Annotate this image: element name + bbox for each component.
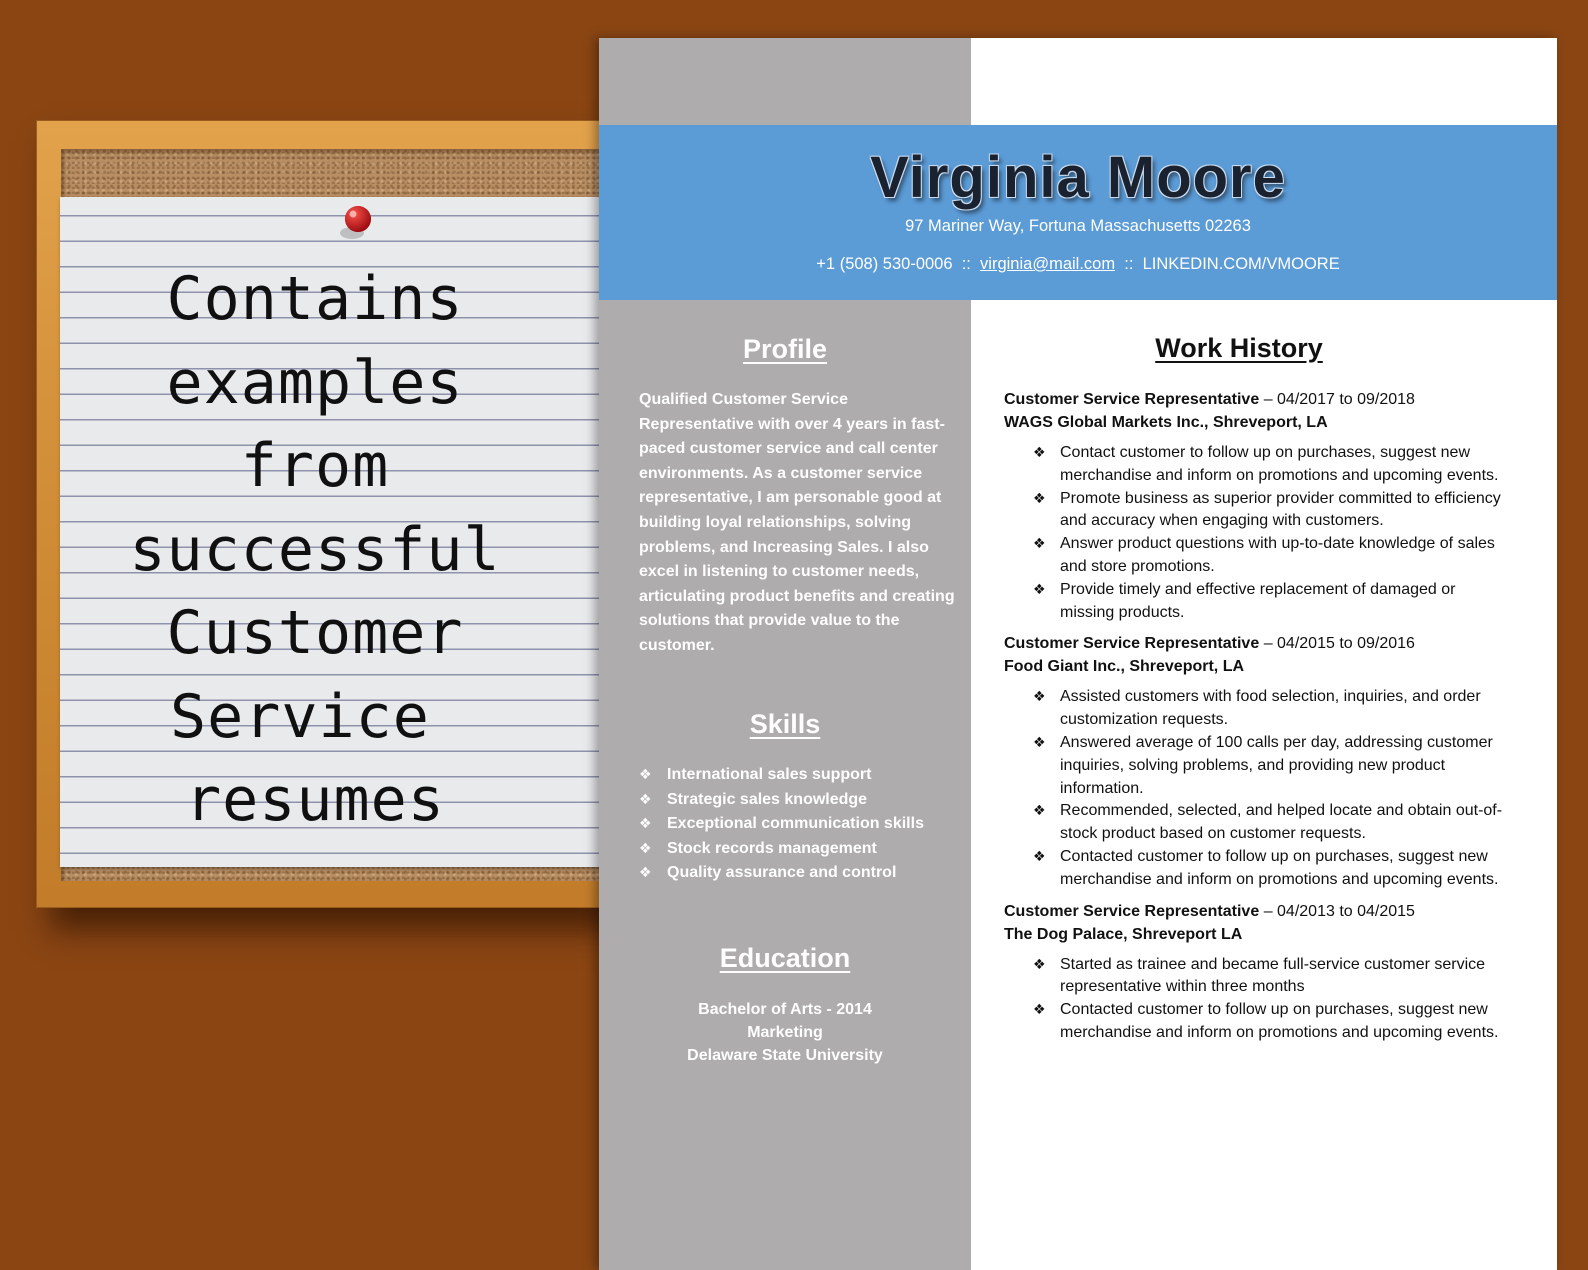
note-line: resumes xyxy=(185,765,445,835)
diamond-bullet-icon: ❖ xyxy=(1033,490,1046,507)
candidate-address: 97 Mariner Way, Fortuna Massachusetts 02263 xyxy=(905,217,1251,235)
skill-item: ❖ International sales support xyxy=(639,763,924,788)
job-company: Food Giant Inc., Shreveport, LA xyxy=(1004,658,1245,676)
job-duty: ❖ Recommended, selected, and helped locate and obtain out-of-stock product based on customer requests. xyxy=(1033,802,1503,843)
job-company: The Dog Palace, Shreveport LA xyxy=(1004,925,1243,943)
skills-heading: Skills xyxy=(749,709,821,739)
education-block xyxy=(599,998,971,1067)
diamond-bullet-icon: ❖ xyxy=(1033,1002,1046,1019)
work-history-list xyxy=(1004,388,1504,1053)
skills-list xyxy=(639,763,924,886)
pushpin-icon xyxy=(335,203,377,245)
note-line: Customer xyxy=(166,598,464,668)
job-duty: ❖ Answered average of 100 calls per day, addressing customer inquiries, solving problems, and providing new product information. xyxy=(1033,733,1493,797)
diamond-bullet-icon: ❖ xyxy=(639,767,652,783)
job-role: Customer Service Representative xyxy=(1004,635,1260,653)
diamond-bullet-icon: ❖ xyxy=(1033,734,1046,751)
email-link[interactable]: virginia@mail.com xyxy=(980,255,1116,273)
diamond-bullet-icon: ❖ xyxy=(639,840,652,857)
skill-item: ❖ Quality assurance and control xyxy=(639,861,924,886)
education-heading: Education xyxy=(719,943,851,973)
note-line: Service xyxy=(170,681,430,752)
job-duties xyxy=(1004,442,1504,624)
contact-separator: :: xyxy=(961,255,971,273)
contact-separator: :: xyxy=(1124,255,1134,273)
job-dates: – 04/2017 to 09/2018 xyxy=(1263,391,1415,408)
job-duties xyxy=(1004,954,1504,1045)
diamond-bullet-icon: ❖ xyxy=(1033,956,1046,973)
job-duties xyxy=(1004,686,1504,891)
job-dates: – 04/2015 to 09/2016 xyxy=(1263,635,1415,653)
diamond-bullet-icon: ❖ xyxy=(1033,536,1046,553)
job-duty: ❖ Contacted customer to follow up on purchases, suggest new merchandise and inform on promotions and upcoming events. xyxy=(1033,1001,1499,1041)
profile-text: Qualified Customer Service Representative with over 4 years in fast-paced customer service and call center environments. As a customer service representative, I am personable good at building loyal relationships, solving problems, and Increasing Sales. I also excel in listening to customer needs, articulating product benefits and creating solutions that provide value to the customer. xyxy=(639,391,955,654)
diamond-bullet-icon: ❖ xyxy=(639,865,652,882)
profile-heading: Profile xyxy=(742,334,828,364)
job-dates: – 04/2013 to 04/2015 xyxy=(1263,902,1415,920)
job-company: WAGS Global Markets Inc., Shreveport, LA xyxy=(1004,414,1328,431)
diamond-bullet-icon: ❖ xyxy=(1033,581,1046,598)
job-duty: ❖ Provide timely and effective replacement of damaged or missing products. xyxy=(1033,580,1456,621)
linkedin-url: LINKEDIN.COM/VMOORE xyxy=(1142,255,1340,273)
diamond-bullet-icon: ❖ xyxy=(1033,689,1046,706)
work-history-heading: Work History xyxy=(1155,333,1323,363)
skill-item: ❖ Exceptional communication skills xyxy=(639,812,924,837)
education-school: Delaware State University xyxy=(687,1047,883,1064)
job-duty: ❖ Assisted customers with food selection, inquiries, and order customization requests. xyxy=(1033,688,1481,729)
job-role: Customer Service Representative xyxy=(1004,391,1260,408)
job-duty: ❖ Promote business as superior provider committed to efficiency and accuracy when engaging with customers. xyxy=(1033,489,1501,530)
diamond-bullet-icon: ❖ xyxy=(639,816,652,833)
contact-line xyxy=(599,255,1557,274)
job-entry xyxy=(1004,900,1504,1045)
job-role: Customer Service Representative xyxy=(1004,902,1260,920)
diamond-bullet-icon: ❖ xyxy=(1033,445,1046,461)
candidate-name: Virginia Moore xyxy=(870,145,1286,210)
job-entry xyxy=(1004,632,1504,891)
resume-page xyxy=(599,38,1557,1270)
job-duty: ❖ Contact customer to follow up on purchases, suggest new merchandise and inform on promotions and upcoming events. xyxy=(1033,444,1499,484)
diamond-bullet-icon: ❖ xyxy=(639,791,652,808)
education-degree: Bachelor of Arts - 2014 xyxy=(698,1001,872,1018)
education-field: Marketing xyxy=(747,1024,823,1041)
skill-item: ❖ Stock records management xyxy=(639,837,924,862)
note-line: Contains xyxy=(166,264,464,334)
note-line: examples xyxy=(166,347,464,418)
phone-number: +1 (508) 530-0006 xyxy=(816,255,953,273)
job-duty: ❖ Answer product questions with up-to-date knowledge of sales and store promotions. xyxy=(1033,535,1495,575)
note-handwritten-text xyxy=(60,258,570,843)
note-line: successful xyxy=(129,514,501,585)
diamond-bullet-icon: ❖ xyxy=(1033,803,1046,820)
job-duty: ❖ Started as trainee and became full-service customer service representative within three months xyxy=(1033,955,1486,996)
note-line: from xyxy=(240,431,390,501)
diamond-bullet-icon: ❖ xyxy=(1033,848,1046,865)
skill-item: ❖ Strategic sales knowledge xyxy=(639,788,924,813)
job-entry xyxy=(1004,388,1504,624)
job-duty: ❖ Contacted customer to follow up on purchases, suggest new merchandise and inform on promotions and upcoming events. xyxy=(1033,847,1499,888)
